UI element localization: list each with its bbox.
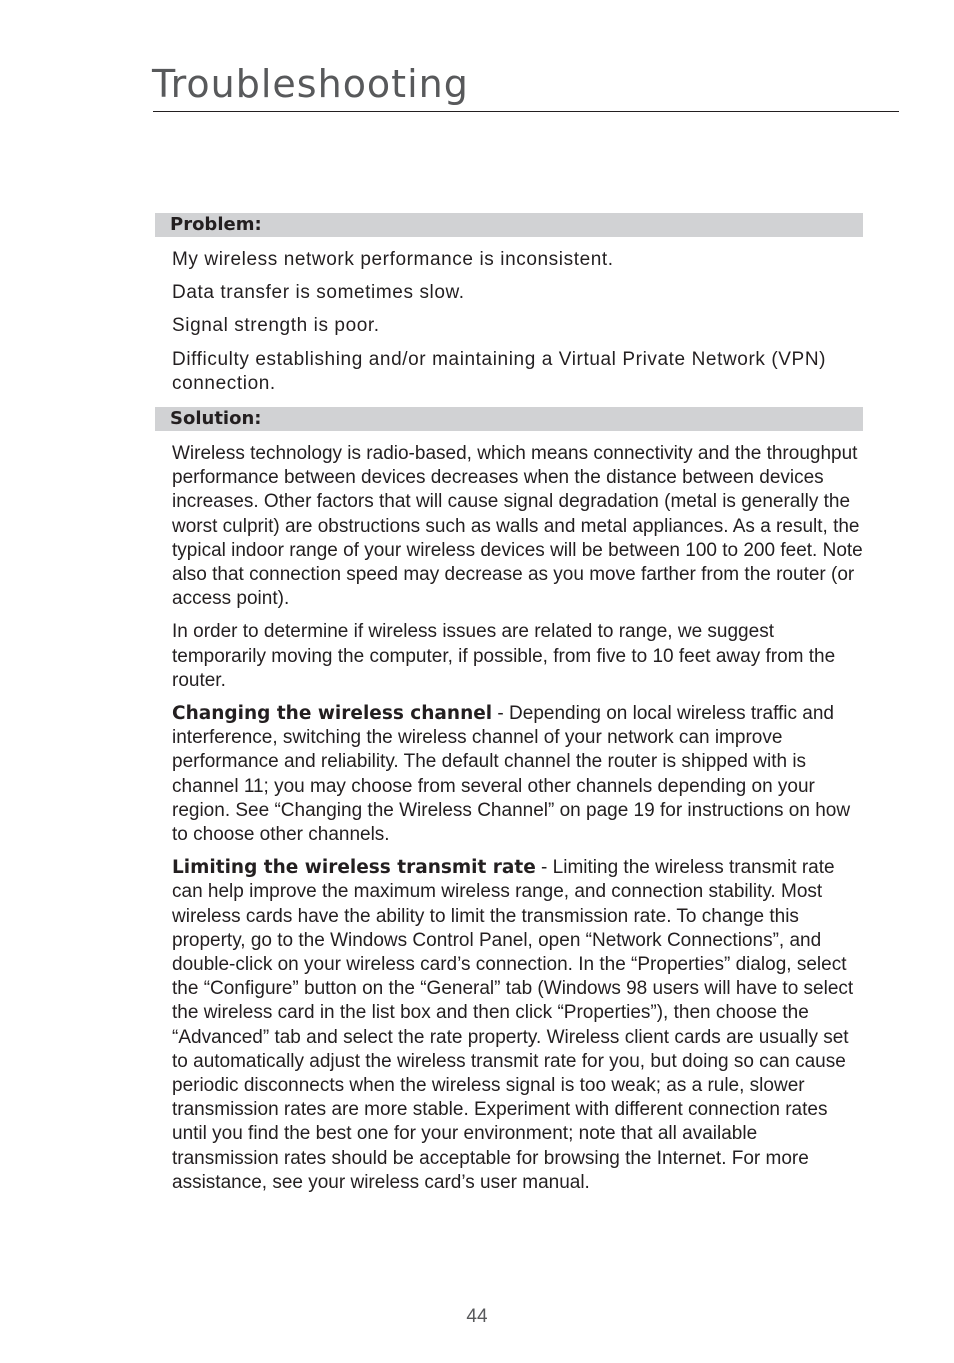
rate-lead: Limiting the wireless transmit rate xyxy=(172,857,536,879)
problem-heading-bar xyxy=(155,213,863,237)
problem-item: Data transfer is sometimes slow. xyxy=(172,282,465,304)
channel-paragraph xyxy=(172,702,864,847)
solution-paragraph: In order to determine if wireless issues are related to range, we suggest temporarily moving the computer, if possible, from five to 10 feet away from the router. xyxy=(172,621,836,691)
solution-heading-bar xyxy=(155,407,863,431)
problem-heading: Problem: xyxy=(170,214,262,235)
title-divider xyxy=(153,111,899,112)
channel-lead: Changing the wireless channel xyxy=(172,703,493,725)
problem-item: My wireless network performance is inconsistent. xyxy=(172,249,614,270)
problem-list xyxy=(172,248,864,405)
rate-text: - Limiting the wireless transmit rate can help improve the maximum wireless range, and connection stability. Most wireless cards have the ability to limit the transmission rate. To change this property, go to the Windows Control Panel, open “Network Connections”, and double-click on your wireless card’s connection. In the “Properties” dialog, select the “Configure” button on the “General” tab (Windows 98 users will have to select the wireless card in the list box and then click “Properties”), then choose the “Advanced” tab and select the rate property. Wireless client cards are usually set to automatically adjust the wireless transmit rate for you, but doing so can cause periodic disconnects when the wireless signal is too weak; as a rule, slower transmission rates are more stable. Experiment with different connection rates until you find the best one for your environment; note that all available transmission rates should be acceptable for browsing the Internet. For more assistance, see your wireless card’s user manual. xyxy=(172,857,854,1193)
channel-text: - Depending on local wireless traffic and interference, switching the wireless channel of your network can improve performance and reliability. The default channel the router is shipped with is channel 11; you may choose from several other channels depending on your region. See “Changing the Wireless Channel” on page 19 for instructions on how to choose other channels. xyxy=(172,703,851,846)
page-number: 44 xyxy=(466,1306,488,1327)
problem-item: Difficulty establishing and/or maintaining a Virtual Private Network (VPN) connection. xyxy=(172,348,827,394)
page-title: Troubleshooting xyxy=(152,62,469,106)
rate-paragraph xyxy=(172,856,864,1195)
solution-heading: Solution: xyxy=(170,408,262,429)
solution-paragraph: Wireless technology is radio-based, which means connectivity and the throughput performance between devices decreases when the distance between devices increases. Other factors that will cause signal degradation (metal is generally the worst culprit) are obstructions such as walls and metal appliances. As a result, the typical indoor range of your wireless devices will be between 100 to 200 feet. Note also that connection speed may decrease as you move farther from the router (or access point). xyxy=(172,443,863,610)
solution-body xyxy=(172,442,864,1204)
problem-item: Signal strength is poor. xyxy=(172,315,380,337)
